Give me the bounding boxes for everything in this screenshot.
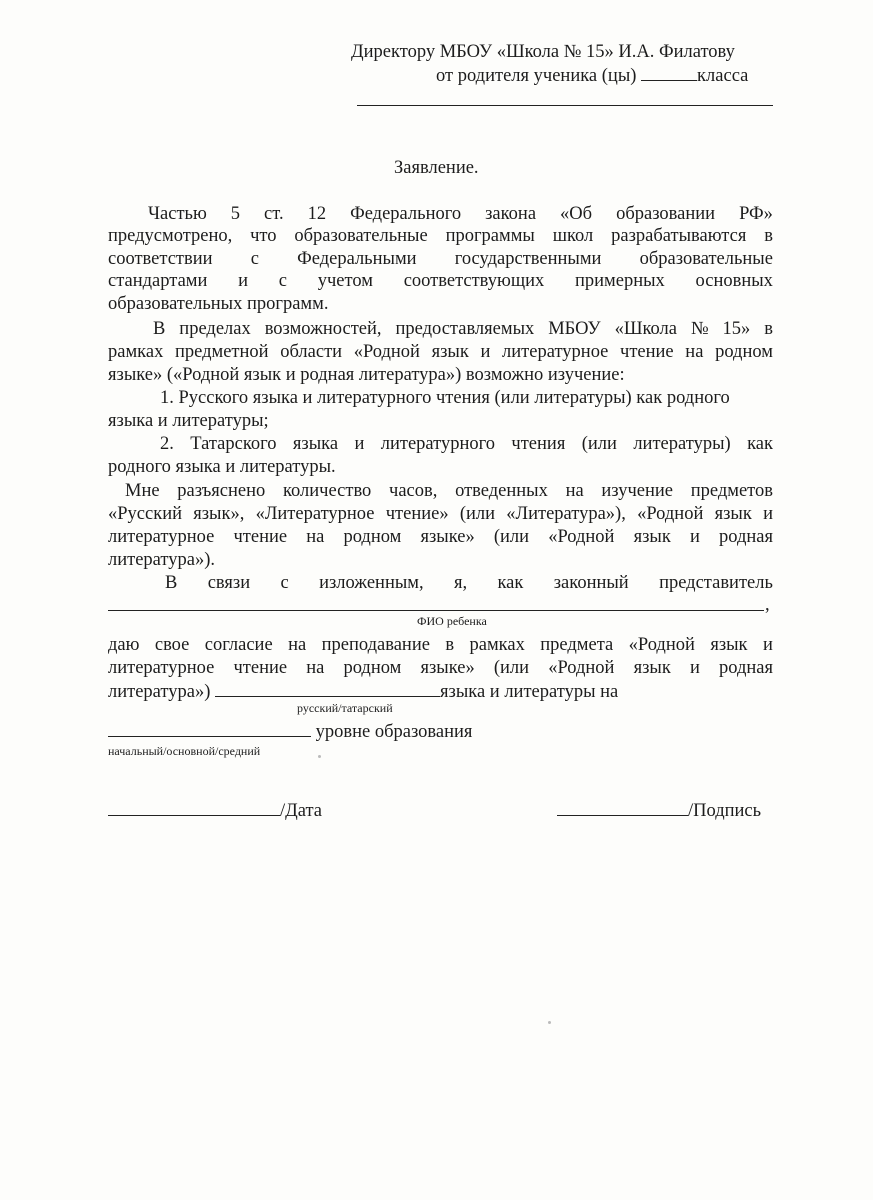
fio-caption: ФИО ребенка xyxy=(417,614,487,628)
word: (или xyxy=(493,527,530,547)
item2-line1 xyxy=(160,433,773,455)
word: 12 xyxy=(307,204,327,224)
word: родном xyxy=(343,527,402,547)
word: литературное xyxy=(108,527,215,547)
word: (или xyxy=(493,658,530,678)
word: литературы) xyxy=(633,434,731,454)
word: «Литературное xyxy=(255,504,375,524)
word: часов, xyxy=(389,481,438,501)
word: и xyxy=(480,342,491,362)
date-field xyxy=(108,799,322,822)
word: ст. xyxy=(264,204,284,224)
language-blank xyxy=(215,680,440,697)
word: «Родной xyxy=(628,635,695,655)
word: литературное xyxy=(108,658,215,678)
level-caption: начальный/основной/средний xyxy=(108,744,261,758)
word: и xyxy=(238,271,249,291)
item1-line2: языка и литературы; xyxy=(108,411,269,431)
word: язык», xyxy=(193,504,245,524)
word: 2. xyxy=(160,434,174,454)
word: и xyxy=(689,658,700,678)
signature-label: /Подпись xyxy=(688,801,762,821)
word: язык xyxy=(633,527,671,547)
word: «Русский xyxy=(108,504,182,524)
word: связи xyxy=(207,573,251,593)
word: закона xyxy=(485,204,537,224)
word: основных xyxy=(695,271,773,291)
literature-text: литература») xyxy=(108,682,215,702)
word: язык xyxy=(431,342,469,362)
word: чтение» xyxy=(385,504,449,524)
word: чтение xyxy=(233,658,288,678)
word: количество xyxy=(282,481,372,501)
language-caption: русский/татарский xyxy=(297,701,393,715)
word: государственными xyxy=(454,249,602,269)
word: 15» xyxy=(722,319,751,339)
word: с xyxy=(278,271,287,291)
word: пределах xyxy=(179,319,251,339)
word: возможностей, xyxy=(264,319,382,339)
word: чтения xyxy=(511,434,566,454)
addressee-line: Директору МБОУ «Школа № 15» И.А. Филатову xyxy=(351,42,735,62)
word: учетом xyxy=(317,271,373,291)
word: я, xyxy=(453,573,468,593)
word: предметов xyxy=(690,481,773,501)
scan-speck xyxy=(318,755,321,758)
word: на xyxy=(685,342,704,362)
para1-line1 xyxy=(148,203,773,225)
word: с xyxy=(280,573,289,593)
word: литературное xyxy=(502,342,609,362)
word: соответствующих xyxy=(403,271,545,291)
word: с xyxy=(250,249,259,269)
word: «Родной xyxy=(548,527,615,547)
para1-line4 xyxy=(108,270,773,292)
word: отведенных xyxy=(455,481,548,501)
word: предметной xyxy=(174,342,269,362)
word: как xyxy=(497,573,524,593)
word: «Литература»), xyxy=(506,504,626,524)
word: рамках xyxy=(108,342,164,362)
word: предоставляемых xyxy=(395,319,535,339)
word: разъяснено xyxy=(177,481,266,501)
parent-name-blank xyxy=(357,105,773,106)
word: преподавание xyxy=(321,635,430,655)
word: 5 xyxy=(230,204,241,224)
word: «Об xyxy=(560,204,593,224)
word: языке» xyxy=(420,527,475,547)
word: на xyxy=(288,635,307,655)
word: Частью xyxy=(148,204,207,224)
document-title: Заявление. xyxy=(394,158,479,178)
word: В xyxy=(153,319,166,339)
para2-line1 xyxy=(153,318,773,340)
word: и xyxy=(689,527,700,547)
word: родная xyxy=(718,527,773,547)
word: и xyxy=(763,504,773,524)
word: что xyxy=(250,226,277,246)
word: родная xyxy=(718,658,773,678)
level-blank xyxy=(108,720,311,737)
para3-line2 xyxy=(108,503,773,525)
word: МБОУ xyxy=(548,319,601,339)
word: чтение xyxy=(233,527,288,547)
word: и xyxy=(762,635,773,655)
word: школ xyxy=(552,226,594,246)
para3-line1 xyxy=(125,480,773,502)
para5-line2 xyxy=(108,657,773,679)
word: на xyxy=(565,481,584,501)
word: языке» xyxy=(420,658,475,678)
para3-line4: литература»). xyxy=(108,550,215,570)
word: РФ» xyxy=(739,204,773,224)
word: язык xyxy=(633,658,671,678)
word: «Школа xyxy=(614,319,677,339)
scan-speck xyxy=(548,1021,551,1024)
word: Татарского xyxy=(190,434,277,454)
word: язык xyxy=(714,504,752,524)
para5-line3 xyxy=(108,680,618,703)
class-blank xyxy=(641,64,697,81)
word: и xyxy=(354,434,365,454)
word: (или xyxy=(459,504,496,524)
word: языка xyxy=(292,434,339,454)
word: Федерального xyxy=(350,204,462,224)
word: Федеральными xyxy=(297,249,417,269)
para1-line3 xyxy=(108,248,773,270)
language-suffix: языка и литературы на xyxy=(440,682,619,702)
word: предмета xyxy=(540,635,614,655)
word: на xyxy=(306,527,325,547)
word: образовательные xyxy=(294,226,428,246)
para2-line2 xyxy=(108,341,773,363)
word: «Родной xyxy=(637,504,704,524)
from-parent-line xyxy=(436,64,748,87)
word: в xyxy=(445,635,455,655)
word: в xyxy=(764,226,773,246)
word: образовании xyxy=(616,204,716,224)
para1-line5: образовательных программ. xyxy=(108,294,329,314)
word: разрабатываются xyxy=(611,226,747,246)
word: (или xyxy=(581,434,617,454)
child-name-comma: , xyxy=(765,595,770,615)
word: рамках xyxy=(469,635,525,655)
item2-line2: родного языка и литературы. xyxy=(108,457,336,477)
word: соответствии xyxy=(108,249,213,269)
signature-field xyxy=(557,799,761,822)
date-blank xyxy=(108,799,280,816)
word: примерных xyxy=(575,271,665,291)
para4-line1 xyxy=(165,572,773,594)
from-parent-text: от родителя ученика (цы) xyxy=(436,66,642,86)
word: В xyxy=(165,573,178,593)
word: язык xyxy=(710,635,748,655)
child-name-blank xyxy=(108,610,764,611)
word: законный xyxy=(553,573,629,593)
word: свое xyxy=(154,635,190,655)
word: согласие xyxy=(204,635,273,655)
para1-line2 xyxy=(108,225,773,247)
word: программы xyxy=(445,226,535,246)
word: Мне xyxy=(125,481,160,501)
word: «Родной xyxy=(548,658,615,678)
word: представитель xyxy=(659,573,773,593)
word: на xyxy=(306,658,325,678)
word: даю xyxy=(108,635,140,655)
word: области xyxy=(280,342,343,362)
word: № xyxy=(690,319,709,339)
word: образовательные xyxy=(639,249,773,269)
class-label: класса xyxy=(697,66,749,86)
para5-line4 xyxy=(108,720,472,743)
word: предусмотрено, xyxy=(108,226,233,246)
word: родном xyxy=(715,342,773,362)
para2-line3: языке» («Родной язык и родная литература») возможно изучение: xyxy=(108,365,625,385)
word: литературного xyxy=(380,434,496,454)
word: как xyxy=(747,434,773,454)
word: изучение xyxy=(601,481,673,501)
word: «Родной xyxy=(353,342,420,362)
item1-line1: 1. Русского языка и литературного чтения (или литературы) как родного xyxy=(160,388,730,408)
word: родном xyxy=(343,658,402,678)
para3-line3 xyxy=(108,526,773,548)
word: в xyxy=(764,319,773,339)
word: стандартами xyxy=(108,271,208,291)
para5-line1 xyxy=(108,634,773,656)
level-suffix: уровне образования xyxy=(311,722,473,742)
word: чтение xyxy=(620,342,674,362)
date-label: /Дата xyxy=(280,801,323,821)
word: изложенным, xyxy=(319,573,424,593)
signature-blank xyxy=(557,799,688,816)
